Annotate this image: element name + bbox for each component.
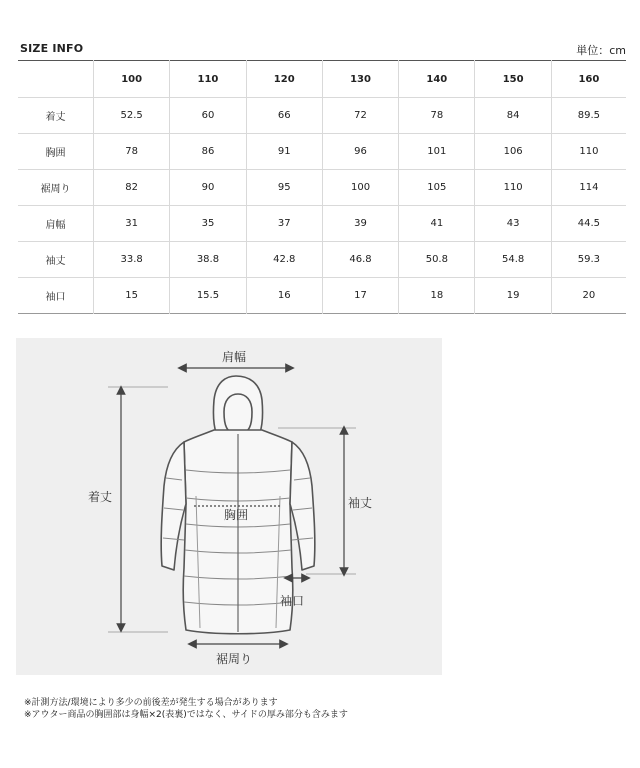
table-cell: 78 (94, 134, 170, 170)
table-row (18, 278, 626, 314)
table-cell: 18 (399, 278, 475, 314)
hem-label: 裾周り (216, 652, 253, 666)
note-line: ※アウター商品の胸囲部は身幅×2(表裏)ではなく、サイドの厚み部分も含みます (24, 710, 348, 720)
table-row (18, 206, 626, 242)
table-row (18, 170, 626, 206)
table-row (18, 98, 626, 134)
note-line: ※計測方法/環境により多少の前後差が発生する場合があります (24, 698, 278, 708)
size-col-header: 100 (94, 61, 170, 98)
table-cell: 15 (94, 278, 170, 314)
notes (24, 697, 348, 721)
table-cell: 105 (399, 170, 475, 206)
table-cell: 52.5 (94, 98, 170, 134)
table-cell: 42.8 (246, 242, 322, 278)
table-cell: 66 (246, 98, 322, 134)
table-cell: 16 (246, 278, 322, 314)
table-cell: 43 (475, 206, 551, 242)
table-cell: 86 (170, 134, 246, 170)
cuff-label: 袖口 (280, 594, 305, 608)
row-label: 胸囲 (18, 134, 94, 170)
table-row (18, 242, 626, 278)
table-cell: 96 (322, 134, 398, 170)
table-cell: 39 (322, 206, 398, 242)
table-cell: 91 (246, 134, 322, 170)
row-label: 袖口 (45, 292, 66, 303)
table-cell: 33.8 (94, 242, 170, 278)
table-cell: 72 (322, 98, 398, 134)
table-cell: 84 (475, 98, 551, 134)
table-cell: 78 (399, 98, 475, 134)
table-cell: 50.8 (399, 242, 475, 278)
table-cell: 82 (94, 170, 170, 206)
size-table (18, 60, 626, 314)
size-col-header: 130 (322, 61, 398, 98)
corner-cell (18, 61, 94, 98)
table-cell: 90 (170, 170, 246, 206)
shoulder-label: 肩幅 (222, 350, 247, 364)
table-cell: 38.8 (170, 242, 246, 278)
row-label: 着丈 (18, 98, 94, 134)
measurement-diagram (16, 338, 442, 675)
table-cell: 41 (399, 206, 475, 242)
chest-label: 胸囲 (224, 508, 249, 522)
table-row (18, 134, 626, 170)
table-cell: 110 (475, 170, 551, 206)
sleeve-label: 袖丈 (348, 496, 373, 510)
table-cell: 37 (246, 206, 322, 242)
length-label: 着丈 (88, 490, 113, 504)
table-cell: 44.5 (551, 206, 626, 242)
size-info-title: SIZE INFO (20, 42, 84, 55)
table-cell: 35 (170, 206, 246, 242)
table-cell: 54.8 (475, 242, 551, 278)
size-col-header: 160 (551, 61, 626, 98)
table-cell: 60 (170, 98, 246, 134)
row-label: 袖丈 (18, 242, 94, 278)
table-cell: 59.3 (551, 242, 626, 278)
table-cell: 17 (322, 278, 398, 314)
table-cell: 31 (94, 206, 170, 242)
size-info-header (20, 42, 626, 58)
table-cell: 89.5 (551, 98, 626, 134)
table-cell: 19 (475, 278, 551, 314)
unit-label: 単位：cm (576, 44, 626, 57)
row-label: 裾周り (18, 170, 94, 206)
table-cell: 101 (399, 134, 475, 170)
table-cell: 114 (551, 170, 626, 206)
table-cell: 106 (475, 134, 551, 170)
table-cell: 100 (322, 170, 398, 206)
table-cell: 46.8 (322, 242, 398, 278)
row-label: 肩幅 (18, 206, 94, 242)
table-cell: 95 (246, 170, 322, 206)
size-col-header: 120 (246, 61, 322, 98)
table-cell: 110 (551, 134, 626, 170)
size-col-header: 140 (399, 61, 475, 98)
table-cell: 20 (551, 278, 626, 314)
size-header-row (18, 61, 626, 98)
size-col-header: 150 (475, 61, 551, 98)
table-cell: 15.5 (170, 278, 246, 314)
size-col-header: 110 (170, 61, 246, 98)
